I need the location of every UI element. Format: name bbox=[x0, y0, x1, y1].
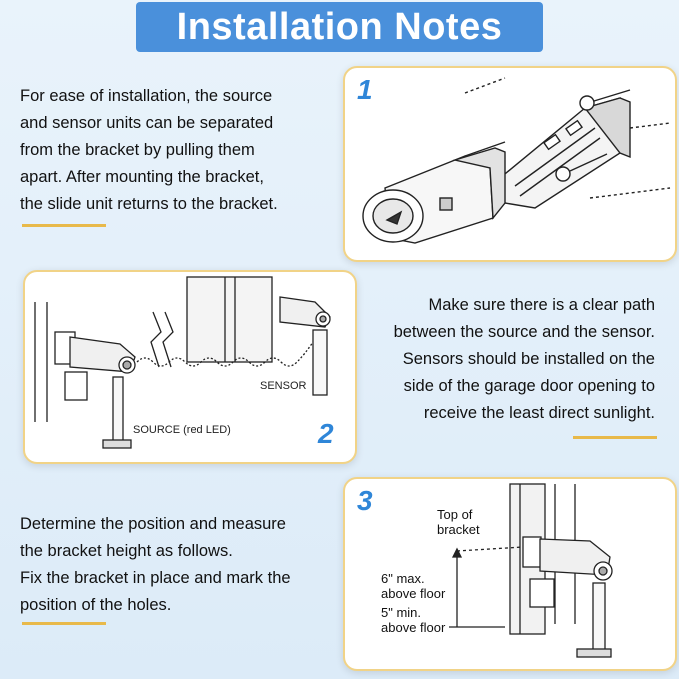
max-height-label: above floor bbox=[381, 586, 446, 601]
source-label: SOURCE (red LED) bbox=[133, 424, 231, 436]
step3-underline bbox=[22, 622, 106, 625]
step2-underline bbox=[573, 436, 657, 439]
step1-illustration-card bbox=[343, 66, 677, 262]
step2-line: receive the least direct sunlight. bbox=[423, 404, 655, 422]
step1-line: the slide unit returns to the bracket. bbox=[20, 195, 278, 213]
step3-line: position of the holes. bbox=[20, 596, 172, 614]
step2-line: side of the garage door opening to bbox=[403, 377, 655, 395]
step1-line: and sensor units can be separated bbox=[20, 114, 274, 132]
max-height-label: 6" max. bbox=[381, 571, 425, 586]
step2-line: between the source and the sensor. bbox=[393, 323, 655, 341]
top-bracket-label: Top of bbox=[437, 507, 473, 522]
page-title: Installation Notes bbox=[176, 5, 503, 48]
step3-line: Determine the position and measure bbox=[20, 515, 286, 533]
min-height-label: above floor bbox=[381, 620, 446, 635]
step1-line: For ease of installation, the source bbox=[20, 87, 273, 105]
step2-number: 2 bbox=[318, 418, 334, 449]
step1-line: from the bracket by pulling them bbox=[20, 141, 255, 159]
step3-text bbox=[20, 511, 291, 619]
top-bracket-label: bracket bbox=[437, 522, 480, 537]
step2-line: Sensors should be installed on the bbox=[402, 350, 655, 368]
title-banner bbox=[136, 2, 543, 52]
sensor-label: SENSOR bbox=[260, 380, 307, 392]
step3-line: the bracket height as follows. bbox=[20, 542, 233, 560]
step3-number: 3 bbox=[357, 485, 373, 516]
step2-illustration bbox=[25, 272, 355, 462]
step1-underline bbox=[22, 224, 106, 227]
step1-number: 1 bbox=[357, 74, 373, 105]
min-height-label: 5" min. bbox=[381, 605, 422, 620]
step2-line: Make sure there is a clear path bbox=[428, 296, 655, 314]
step1-text bbox=[20, 83, 278, 218]
step2-text bbox=[394, 292, 655, 427]
step1-illustration bbox=[345, 68, 675, 260]
step3-illustration-card bbox=[343, 477, 677, 671]
step3-line: Fix the bracket in place and mark the bbox=[20, 569, 291, 587]
step1-line: apart. After mounting the bracket, bbox=[20, 168, 264, 186]
step2-illustration-card bbox=[23, 270, 357, 464]
step3-illustration bbox=[345, 479, 675, 669]
